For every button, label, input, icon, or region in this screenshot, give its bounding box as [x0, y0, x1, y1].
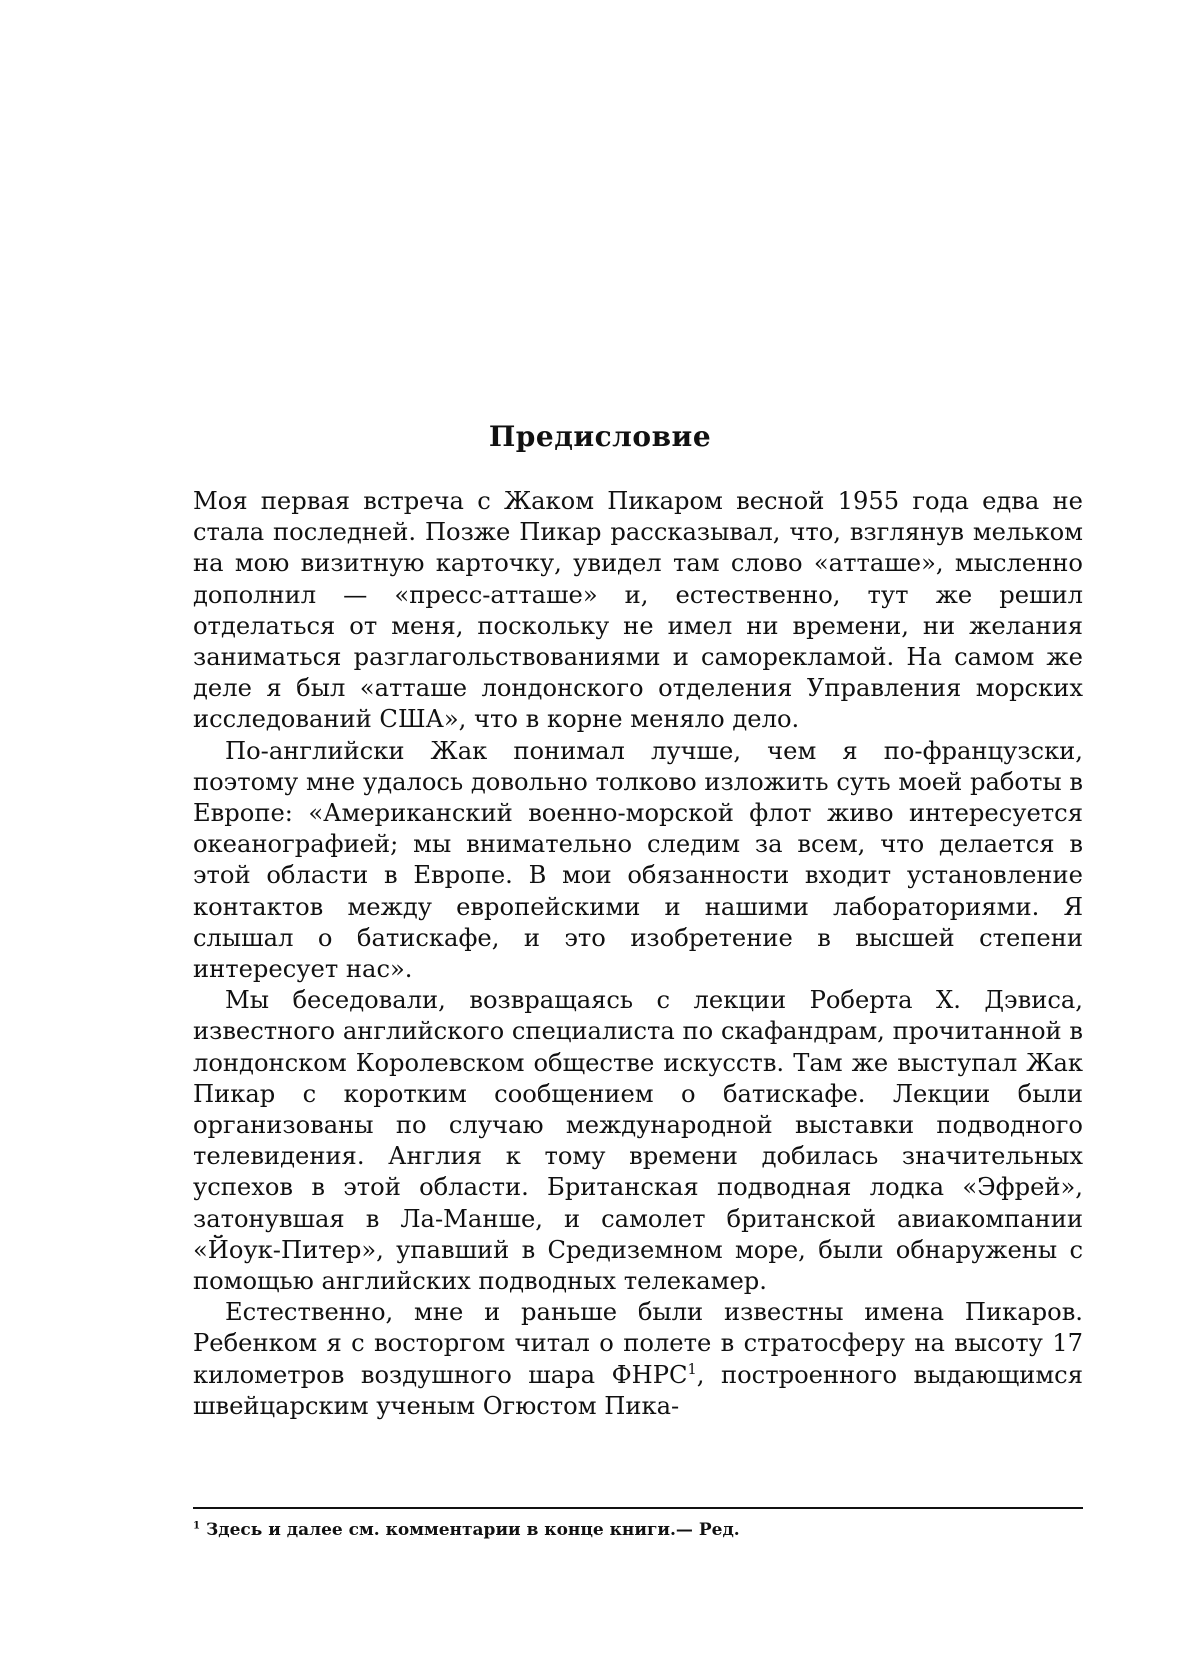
paragraph-4-continuation: , построенного выдающимся швейцарским ученым Огюстом Пика-	[193, 1360, 1083, 1420]
chapter-body	[193, 486, 1083, 1422]
footnote-reference: 1	[687, 1361, 697, 1378]
footnote-text: Здесь и далее см. комментарии в конце книги.— Ред.	[206, 1520, 740, 1540]
footnote-marker: 1	[193, 1519, 201, 1532]
paragraph-1: Моя первая встреча с Жаком Пикаром весной 1955 года едва не стала последней. Позже Пикар рассказывал, что, взглянув мельком на мою визитную карточку, увидел там слово «атташе», мысленно дополнил — «пресс-атташе» и, естественно, тут же решил отделаться от меня, поскольку не имел ни времени, ни желания заниматься разглагольствованиями и саморекламой. На самом же деле я был «атташе лондонского отделения Управления морских исследований США», что в корне меняло дело.	[193, 487, 1083, 734]
footnote	[193, 1519, 1083, 1541]
paragraph-3: Мы беседовали, возвращаясь с лекции Роберта Х. Дэвиса, известного английского специалиста по скафандрам, прочитанной в лондонском Королевском обществе искусств. Там же выступал Жак Пикар с коротким сообщением о батискафе. Лекции были организованы по случаю международной выставки подводного телевидения. Англия к тому времени добилась значительных успехов в этой области. Британская подводная лодка «Эфрей», затонувшая в Ла-Манше, и самолет британской авиакомпании «Йоук-Питер», упавший в Средиземном море, были обнаружены с помощью английских подводных телекамер.	[193, 986, 1083, 1296]
chapter-title: Предисловие	[488, 420, 712, 453]
paragraph-2: По-английски Жак понимал лучше, чем я по-французски, поэтому мне удалось довольно толково изложить суть моей работы в Европе: «Американский военно-морской флот живо интересуется океанографией; мы внимательно следим за всем, что делается в этой области в Европе. В мои обязанности входит установление контактов между европейскими и нашими лабораториями. Я слышал о батискафе, и это изобретение в высшей степени интересует нас».	[193, 736, 1083, 984]
footnote-divider	[193, 1507, 1083, 1509]
paragraph-4-text: Естественно, мне и раньше были известны имена Пикаров. Ребенком я с восторгом читал о полете в стратосферу на высоту 17 километров воздушного шара ФНРС	[193, 1298, 1083, 1389]
paragraph-4	[193, 1297, 1083, 1422]
